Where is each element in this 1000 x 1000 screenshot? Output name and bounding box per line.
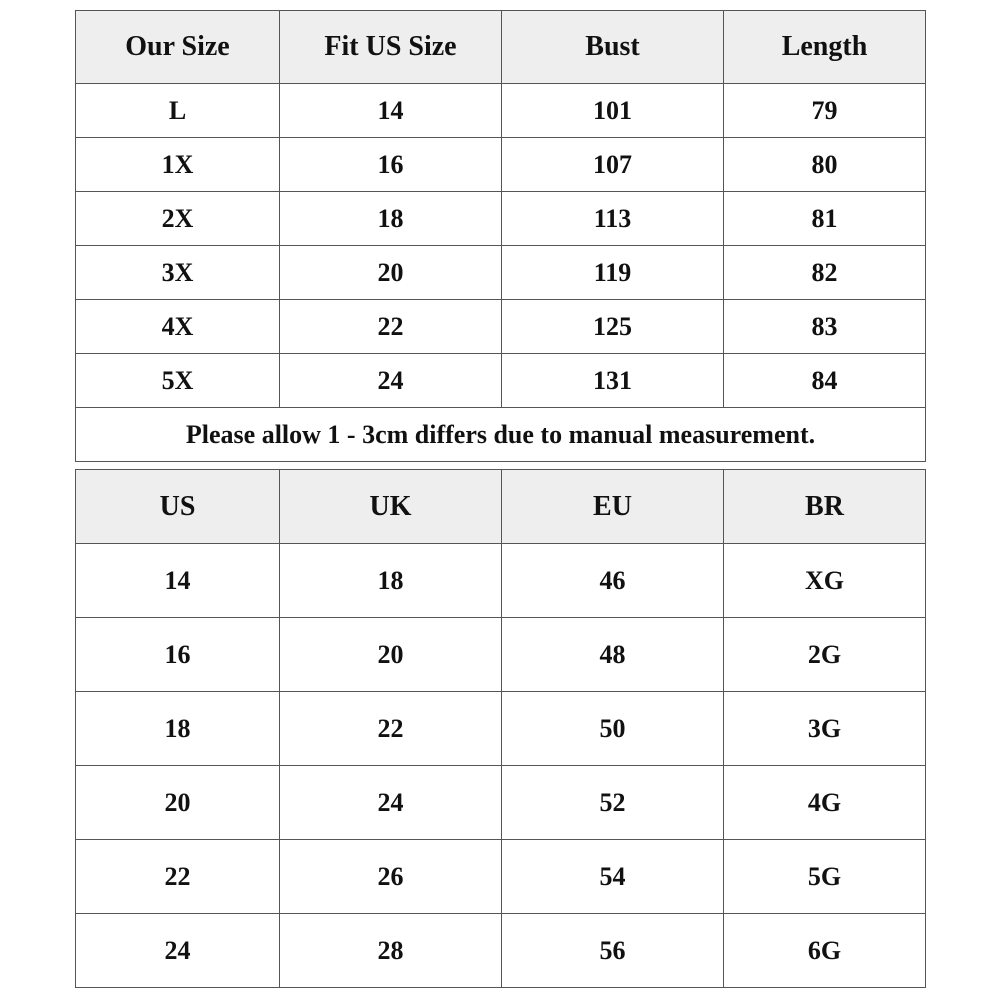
cell-us: 18 [76,692,280,766]
header-us: US [76,470,280,544]
cell-us: 24 [76,914,280,988]
cell-uk: 20 [280,618,502,692]
cell-uk: 18 [280,544,502,618]
header-our-size: Our Size [76,11,280,84]
cell-uk: 24 [280,766,502,840]
header-length: Length [724,11,926,84]
table-row [76,766,926,840]
cell-eu: 46 [502,544,724,618]
cell-length: 84 [724,354,926,408]
size-chart-header [76,11,926,84]
cell-br: XG [724,544,926,618]
size-chart-table [75,10,926,462]
cell-fit-us-size: 18 [280,192,502,246]
conversion-body [76,544,926,988]
header-br: BR [724,470,926,544]
header-uk: UK [280,470,502,544]
cell-our-size: 4X [76,300,280,354]
cell-length: 82 [724,246,926,300]
cell-eu: 50 [502,692,724,766]
cell-eu: 54 [502,840,724,914]
table-row [76,246,926,300]
cell-br: 6G [724,914,926,988]
cell-uk: 28 [280,914,502,988]
cell-bust: 119 [502,246,724,300]
cell-us: 16 [76,618,280,692]
measurement-note: Please allow 1 - 3cm differs due to manual measurement. [76,408,926,462]
cell-us: 20 [76,766,280,840]
table-row [76,618,926,692]
table-row [76,544,926,618]
cell-bust: 125 [502,300,724,354]
cell-fit-us-size: 16 [280,138,502,192]
table-row [76,840,926,914]
cell-length: 79 [724,84,926,138]
table-row [76,300,926,354]
conversion-header [76,470,926,544]
cell-fit-us-size: 22 [280,300,502,354]
cell-our-size: 1X [76,138,280,192]
cell-our-size: L [76,84,280,138]
table-row [76,692,926,766]
cell-bust: 101 [502,84,724,138]
header-eu: EU [502,470,724,544]
header-row [76,470,926,544]
cell-br: 4G [724,766,926,840]
cell-length: 80 [724,138,926,192]
cell-our-size: 2X [76,192,280,246]
header-row [76,11,926,84]
cell-eu: 52 [502,766,724,840]
cell-br: 5G [724,840,926,914]
cell-br: 3G [724,692,926,766]
table-row [76,914,926,988]
cell-our-size: 3X [76,246,280,300]
size-conversion-table [75,469,926,988]
cell-fit-us-size: 14 [280,84,502,138]
cell-length: 83 [724,300,926,354]
cell-us: 14 [76,544,280,618]
cell-br: 2G [724,618,926,692]
cell-eu: 56 [502,914,724,988]
cell-uk: 22 [280,692,502,766]
header-bust: Bust [502,11,724,84]
header-fit-us-size: Fit US Size [280,11,502,84]
cell-uk: 26 [280,840,502,914]
table-row [76,138,926,192]
cell-bust: 107 [502,138,724,192]
cell-eu: 48 [502,618,724,692]
cell-bust: 131 [502,354,724,408]
cell-fit-us-size: 20 [280,246,502,300]
cell-us: 22 [76,840,280,914]
cell-our-size: 5X [76,354,280,408]
cell-bust: 113 [502,192,724,246]
measurement-note-row [76,408,926,462]
cell-length: 81 [724,192,926,246]
table-row [76,192,926,246]
size-chart-body [76,84,926,462]
table-row [76,354,926,408]
table-row [76,84,926,138]
cell-fit-us-size: 24 [280,354,502,408]
